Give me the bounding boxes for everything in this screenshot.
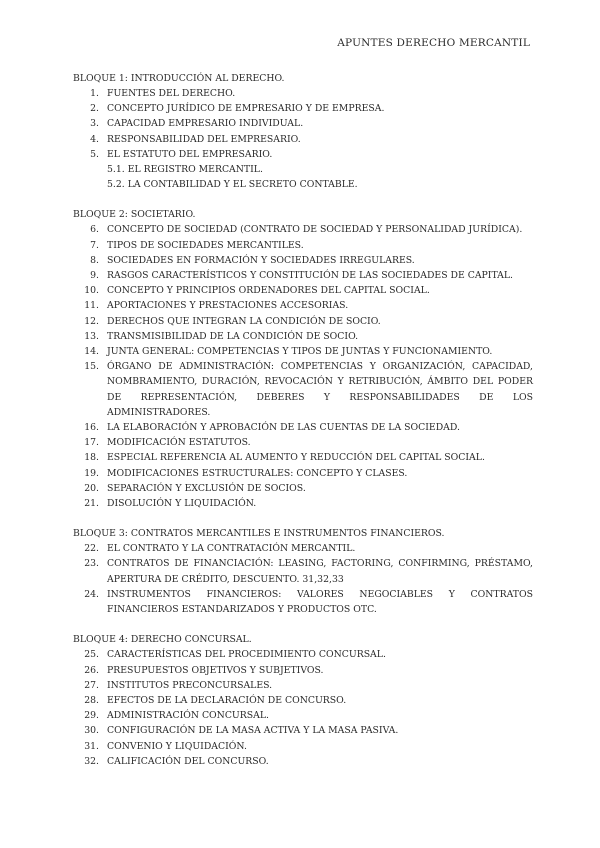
item-number: 21.	[84, 498, 99, 510]
list-item	[73, 647, 533, 662]
item-number: 10.	[84, 285, 99, 297]
list-item	[73, 435, 533, 450]
item-text: ADMINISTRACIÓN CONCURSAL.	[107, 710, 269, 722]
document-body	[73, 71, 533, 784]
item-number: 24.	[84, 588, 99, 600]
list-item	[73, 693, 533, 708]
list-item	[73, 344, 533, 359]
item-text: EL CONTRATO Y LA CONTRATACIÓN MERCANTIL.	[107, 543, 356, 555]
item-number: 22.	[84, 543, 99, 555]
item-number: 11.	[84, 300, 99, 312]
item-text: RESPONSABILIDAD DEL EMPRESARIO.	[107, 133, 301, 145]
list-item	[73, 420, 533, 435]
list-item	[73, 283, 533, 298]
item-number: 3.	[90, 118, 99, 130]
list-item	[73, 238, 533, 253]
item-number: 19.	[84, 467, 99, 479]
item-text: SOCIEDADES EN FORMACIÓN Y SOCIEDADES IRREGULARES.	[107, 254, 415, 266]
list-item	[73, 147, 533, 162]
list-item	[73, 587, 533, 617]
item-number: 30.	[84, 725, 99, 737]
list-item	[73, 101, 533, 116]
item-number: 15.	[84, 361, 99, 373]
item-number: 8.	[90, 254, 99, 266]
item-text: TIPOS DE SOCIEDADES MERCANTILES.	[107, 239, 304, 251]
item-number: 9.	[90, 270, 99, 282]
item-number: 17.	[84, 437, 99, 449]
item-text: PRESUPUESTOS OBJETIVOS Y SUBJETIVOS.	[107, 664, 324, 676]
item-number: 27.	[84, 679, 99, 691]
item-number: 16.	[84, 422, 99, 434]
item-text: CONCEPTO DE SOCIEDAD (CONTRATO DE SOCIEDAD Y PERSONALIDAD JURÍDICA).	[107, 224, 523, 236]
item-number: 4.	[90, 133, 99, 145]
block-title: BLOQUE 2: SOCIETARIO.	[73, 209, 196, 221]
block-title: BLOQUE 1: INTRODUCCIÓN AL DERECHO.	[73, 73, 285, 84]
item-text: CALIFICACIÓN DEL CONCURSO.	[107, 755, 269, 767]
item-text: CONVENIO Y LIQUIDACIÓN.	[107, 740, 247, 752]
item-text: INSTITUTOS PRECONCURSALES.	[107, 679, 273, 691]
page-header: APUNTES DERECHO MERCANTIL	[337, 37, 530, 49]
item-text: JUNTA GENERAL: COMPETENCIAS Y TIPOS DE JUNTAS Y FUNCIONAMIENTO.	[107, 346, 493, 358]
item-text: FUENTES DEL DERECHO.	[107, 88, 236, 99]
block-title: BLOQUE 3: CONTRATOS MERCANTILES E INSTRUMENTOS FINANCIEROS.	[73, 528, 445, 540]
item-number: 29.	[84, 710, 99, 722]
item-text: ÓRGANO DE ADMINISTRACIÓN: COMPETENCIAS Y ORGANIZACIÓN, CAPACIDAD, NOMBRAMIENTO, DURACIÓN, REVOCACIÓN Y RETRIBUCIÓN, ÁMBITO DEL PODER DE REPRESENTACIÓN, DEBERES Y RESPONSABILIDADES DE LOS ADMINISTRADORES.	[107, 361, 533, 418]
block-3	[73, 526, 533, 617]
item-number: 14.	[84, 346, 99, 358]
item-text: LA ELABORACIÓN Y APROBACIÓN DE LAS CUENTAS DE LA SOCIEDAD.	[107, 422, 460, 434]
list-item	[73, 723, 533, 738]
item-text: EFECTOS DE LA DECLARACIÓN DE CONCURSO.	[107, 694, 347, 706]
sub-item: 5.2. LA CONTABILIDAD Y EL SECRETO CONTABLE.	[107, 179, 358, 191]
item-text: EL ESTATUTO DEL EMPRESARIO.	[107, 148, 273, 160]
item-text: CAPACIDAD EMPRESARIO INDIVIDUAL.	[107, 118, 304, 130]
item-number: 1.	[90, 88, 99, 99]
item-text: CONCEPTO JURÍDICO DE EMPRESARIO Y DE EMPRESA.	[107, 103, 385, 115]
list-item	[73, 253, 533, 268]
item-text: TRANSMISIBILIDAD DE LA CONDICIÓN DE SOCIO.	[107, 330, 359, 342]
item-text: DERECHOS QUE INTEGRAN LA CONDICIÓN DE SOCIO.	[107, 315, 381, 327]
list-item	[73, 359, 533, 420]
item-number: 12.	[84, 315, 99, 327]
item-text: CONCEPTO Y PRINCIPIOS ORDENADORES DEL CAPITAL SOCIAL.	[107, 285, 430, 297]
list-item	[73, 314, 533, 329]
list-item	[73, 86, 533, 101]
sub-item: 5.1. EL REGISTRO MERCANTIL.	[107, 164, 263, 176]
list-item	[73, 222, 533, 237]
list-item	[73, 556, 533, 586]
item-number: 25.	[84, 649, 99, 661]
list-item	[73, 268, 533, 283]
item-text: RASGOS CARACTERÍSTICOS Y CONSTITUCIÓN DE LAS SOCIEDADES DE CAPITAL.	[107, 270, 513, 282]
list-item	[73, 739, 533, 754]
item-number: 2.	[90, 103, 99, 115]
block-title: BLOQUE 4: DERECHO CONCURSAL.	[73, 634, 252, 646]
item-text: CARACTERÍSTICAS DEL PROCEDIMIENTO CONCURSAL.	[107, 649, 386, 661]
list-item	[73, 708, 533, 723]
item-text: MODIFICACIÓN ESTATUTOS.	[107, 437, 251, 449]
item-number: 31.	[84, 740, 99, 752]
item-number: 13.	[84, 330, 99, 342]
item-number: 26.	[84, 664, 99, 676]
item-number: 28.	[84, 694, 99, 706]
list-item	[73, 329, 533, 344]
item-text: DISOLUCIÓN Y LIQUIDACIÓN.	[107, 498, 257, 510]
list-item	[73, 754, 533, 769]
block-4	[73, 632, 533, 769]
item-text: SEPARACIÓN Y EXCLUSIÓN DE SOCIOS.	[107, 482, 306, 494]
item-number: 18.	[84, 452, 99, 464]
item-text: MODIFICACIONES ESTRUCTURALES: CONCEPTO Y CLASES.	[107, 467, 408, 479]
item-number: 20.	[84, 482, 99, 494]
list-item	[73, 450, 533, 465]
item-number: 5.	[90, 148, 99, 160]
item-text: APORTACIONES Y PRESTACIONES ACCESORIAS.	[107, 300, 349, 312]
list-item	[73, 481, 533, 496]
list-item	[73, 116, 533, 131]
item-number: 23.	[84, 558, 99, 570]
list-item	[73, 132, 533, 147]
item-number: 7.	[90, 239, 99, 251]
item-text: INSTRUMENTOS FINANCIEROS: VALORES NEGOCIABLES Y CONTRATOS FINANCIEROS ESTANDARIZADOS Y PRODUCTOS OTC.	[107, 588, 533, 616]
item-text: ESPECIAL REFERENCIA AL AUMENTO Y REDUCCIÓN DEL CAPITAL SOCIAL.	[107, 452, 485, 464]
list-item	[73, 663, 533, 678]
item-number: 6.	[90, 224, 99, 236]
list-item	[73, 496, 533, 511]
list-item	[73, 466, 533, 481]
block-1	[73, 71, 533, 192]
list-item	[73, 678, 533, 693]
list-item	[73, 298, 533, 313]
item-text: CONFIGURACIÓN DE LA MASA ACTIVA Y LA MASA PASIVA.	[107, 725, 399, 737]
item-number: 32.	[84, 755, 99, 767]
list-item	[73, 541, 533, 556]
item-text: CONTRATOS DE FINANCIACIÓN: LEASING, FACTORING, CONFIRMING, PRÉSTAMO, APERTURA DE CRÉDITO, DESCUENTO. 31,32,33	[107, 558, 533, 585]
block-2	[73, 207, 533, 511]
